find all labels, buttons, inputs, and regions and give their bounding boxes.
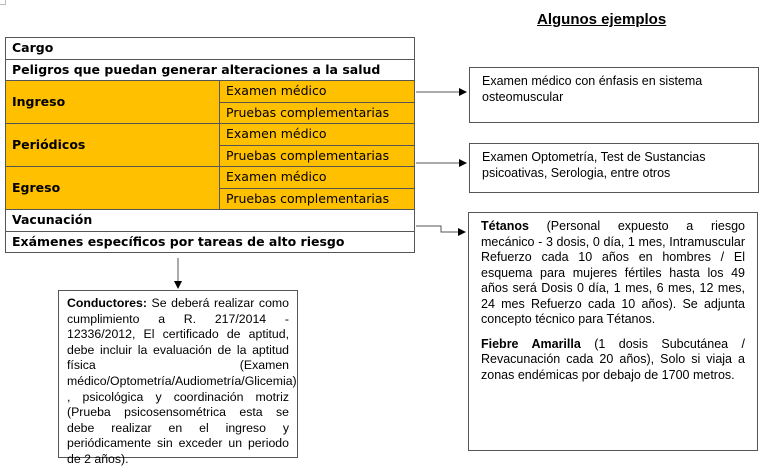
tetanos-label: Tétanos — [481, 219, 529, 233]
group-periodicos: Periódicos — [6, 124, 220, 167]
example-vacunacion — [468, 212, 758, 451]
egreso-pruebas: Pruebas complementarias — [220, 188, 415, 210]
fiebre-text: (1 dosis Subcutánea / Revacunación cada 20 años), Solo si viaja a zonas endémicas por debajo de 1700 metros. — [481, 336, 745, 382]
example-conductores — [58, 290, 298, 466]
row-vacunacion: Vacunación — [6, 210, 415, 232]
periodicos-examen: Examen médico — [220, 124, 415, 146]
corner-mark — [0, 0, 6, 5]
examples-title: Algunos ejemplos — [537, 11, 667, 28]
example-periodicos — [469, 143, 759, 193]
fiebre-paragraph — [481, 337, 745, 384]
example-ingreso-text: Examen médico con énfasis en sistema osteomuscular — [482, 74, 703, 104]
arrow-vacunacion — [416, 226, 465, 232]
example-ingreso — [469, 67, 759, 123]
group-ingreso: Ingreso — [6, 81, 220, 124]
tetanos-text: (Personal expuesto a riesgo mecánico - 3 dosis, 0 día, 1 mes, Intramuscular Refuerzo cada 10 años en hombres / El esquema para mujeres fértiles hasta los 49 años será Dosis 0 día, 1 mes, 6 mes, 12 mes, 24 mes Refuerzo cada 10 años). Se adjunta concepto técnico para Tétanos. — [481, 219, 745, 326]
row-cargo: Cargo — [6, 38, 415, 60]
tetanos-paragraph — [481, 219, 745, 328]
row-especificos: Exámenes específicos por tareas de alto riesgo — [6, 231, 415, 253]
exam-table — [5, 37, 415, 253]
group-egreso: Egreso — [6, 167, 220, 210]
row-peligros: Peligros que puedan generar alteraciones a la salud — [6, 59, 415, 81]
egreso-examen: Examen médico — [220, 167, 415, 189]
conductores-text: Se deberá realizar como cumplimiento a R. 217/2014 - 12336/2012, El certificado de aptitud, debe incluir la evaluación de la aptitud física (Examen médico/Optometría/Audiometría/Glicemia) , psicológica y coordinación motriz (Prueba psicosensométrica esta se debe realizar en el ingreso y periódicamente sin exceder un periodo de 2 años). — [67, 296, 297, 466]
periodicos-pruebas: Pruebas complementarias — [220, 145, 415, 167]
conductores-label: Conductores: — [67, 296, 147, 310]
ingreso-examen: Examen médico — [220, 81, 415, 103]
ingreso-pruebas: Pruebas complementarias — [220, 102, 415, 124]
fiebre-label: Fiebre Amarilla — [481, 336, 581, 351]
example-periodicos-text: Examen Optometría, Test de Sustancias psicoativas, Serologia, entre otros — [482, 150, 706, 180]
